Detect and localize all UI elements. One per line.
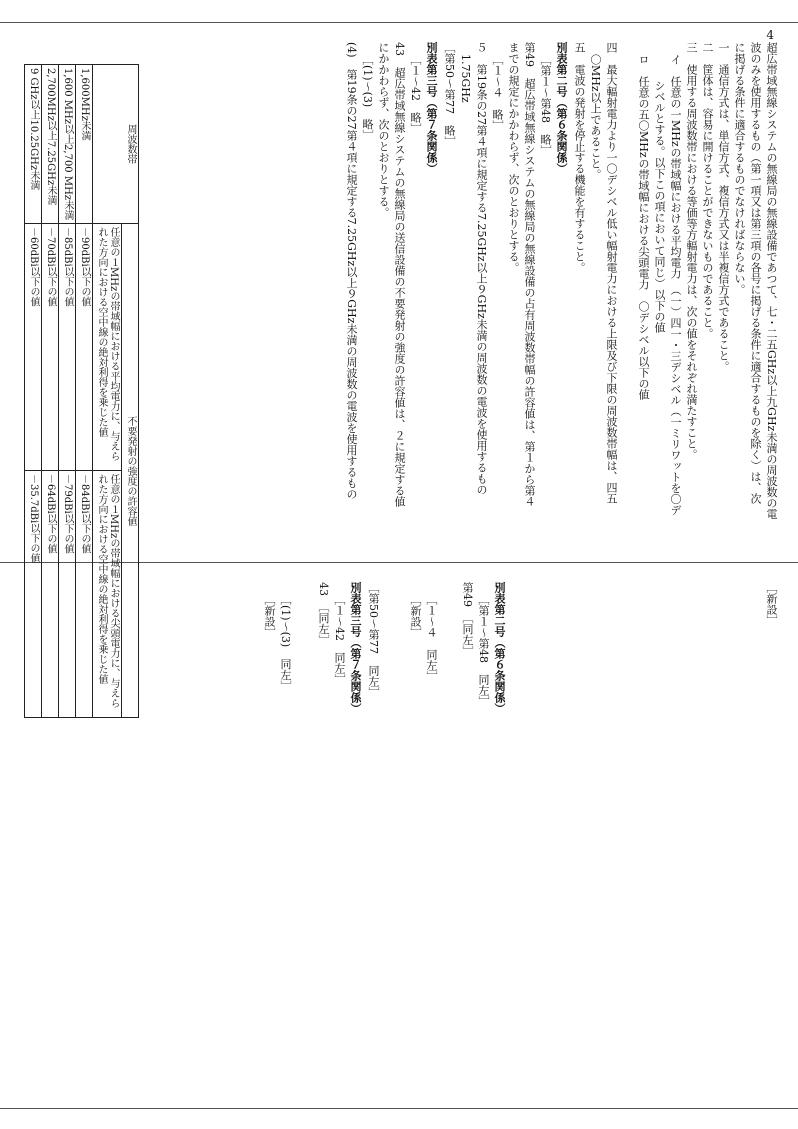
table-row [59, 65, 76, 718]
amended-item4-a: 四 最大輻射電力より一〇デシベル低い幅射電力における上限及び下限の周波数帯幅は、四五 [605, 42, 618, 504]
col-header-avg: 任意の１MHzの帯域幅における平均電力に、与えられた方向における空中線の絶対利得を乗じた値 [93, 224, 122, 471]
row-peak: －79dBi以下の値 [59, 471, 76, 718]
current-new: ［新設］ [765, 582, 778, 626]
amended-art49: 第49 超広帯域無線システムの無線局の無線設備の占有周波数帯幅の許容値は、第１から第４ [523, 42, 536, 507]
row-avg: －70dBi以下の値 [42, 224, 59, 471]
current-table2-title: 別表第二号（第６条関係） [493, 582, 506, 714]
page-number: 4 [766, 28, 774, 42]
col-header-spur: 不要発射の強度の許容値 [122, 224, 139, 718]
amended-col3: に掲げる条件に適合するものでなければならない。 [733, 42, 746, 295]
table-row [76, 65, 93, 718]
row-freq: 9 GHz以上10.25GHz未満 [25, 65, 42, 224]
amended-item4p: (4) 第19条の27第４項に規定する7.25GHz以上９GHz未満の周波数の電波を使用するもの [345, 42, 358, 500]
amended-item3: 三 使用する周波数帯における等価等方輻射電力は、次の値をそれぞれ満たすこと。 [685, 42, 698, 460]
amended-item5: 五 電波の発射を停止する機能を有すること。 [573, 42, 586, 273]
row-peak: －35.7dBi以下の値 [25, 471, 42, 718]
amended-omit14: ［１～４ 略］ [491, 54, 504, 131]
amended-item5b-val: 1.75GHz [459, 54, 472, 103]
row-avg: －60dBi以下の値 [25, 224, 42, 471]
current-omit5077: ［第50～第77 同左］ [367, 582, 380, 698]
row-avg: －90dBi以下の値 [76, 224, 93, 471]
current-art49: 第49 ［同左］ [461, 582, 474, 657]
amended-table3-title: 別表第三号（第７条関係） [425, 42, 438, 174]
amended-item5b: ５ 第19条の27第４項に規定する7.25GHz以上９GHz未満の周波数の電波を使用するもの [475, 42, 488, 495]
amended-art43: 43 超広帯域無線システムの無線局の送信設備の不要発射の強度の許容値は、２に規定する値 [393, 42, 406, 507]
current-new3: ［新設］ [263, 594, 276, 638]
current-art43: 43 ［同左］ [317, 582, 330, 646]
row-peak: －84dBi以下の値 [76, 471, 93, 718]
current-new2: ［新設］ [409, 594, 422, 638]
amended-item4-b: 〇MHz以上であること。 [589, 54, 602, 180]
row-freq: 1,600MHz未満 [76, 65, 93, 224]
current-table3-title: 別表第三号（第７条関係） [349, 582, 362, 714]
table-row [42, 65, 59, 718]
amended-table2-title: 別表第二号（第６条関係） [555, 42, 568, 174]
amended-table2-omit: ［第１～第48 略］ [539, 54, 552, 156]
bottom-rule [0, 1108, 798, 1109]
amended-item2: 二 筐体は、容易に開けることができないものであること。 [701, 42, 714, 339]
amended-col2: 波のみを使用するもの（第一項又は第三項の各号に掲げる条件に適合するものを除く）は、次 [749, 42, 762, 504]
row-freq: 2,700MHz以上7.25GHz未満 [42, 65, 59, 224]
amended-art49b: までの規定にかかわらず、次のとおりとする。 [507, 42, 520, 273]
amended-art43b: にかかわらず、次のとおりとする。 [377, 42, 390, 218]
row-peak: －64dBi以下の値 [42, 471, 59, 718]
amended-item3i-a: イ 任意の一MHzの帯域幅における平均電力 （一）四一・三デシベル（一ミリワットを〇デ [669, 54, 682, 516]
row-freq: 1,600 MHz以上2,700 MHz未満 [59, 65, 76, 224]
current-omit14: ［１～４ 同左］ [425, 594, 438, 682]
current-omit142: ［１～42 同左］ [333, 594, 346, 685]
amended-omit13: ［(1)～(3) 略］ [361, 54, 374, 141]
top-rule [0, 22, 798, 23]
amended-item1: 一 通信方式は、単信方式、複信方式又は半複信方式であること。 [717, 42, 730, 372]
amended-item3ro: ロ 任意の五〇MHzの帯域幅における尖頭電力 〇デシベル以下の値 [637, 54, 650, 400]
amended-col1: 超広帯域無線システムの無線局の無線設備であつて、七・二五GHz以上九GHz未満の周波数の電 [765, 42, 778, 520]
col-header-freq: 周波数帯 [93, 65, 139, 224]
row-avg: －85dBi以下の値 [59, 224, 76, 471]
amended-item3i-b: シベルとする。以下この項において同じ）以下の値 [653, 80, 666, 333]
amended-omit5077: ［第50～第77 略］ [443, 42, 456, 147]
current-omit13: ［(1)～(3) 同左］ [279, 594, 292, 692]
current-omit148: ［第１～第48 同左］ [477, 594, 490, 707]
table-row [25, 65, 42, 718]
col-header-peak: 任意の１MHzの帯域幅における尖頭電力に、与えられた方向における空中線の絶対利得を乗じた値 [93, 471, 122, 718]
amended-omit142: ［１～42 略］ [409, 54, 422, 134]
spurious-emission-table [24, 64, 139, 718]
